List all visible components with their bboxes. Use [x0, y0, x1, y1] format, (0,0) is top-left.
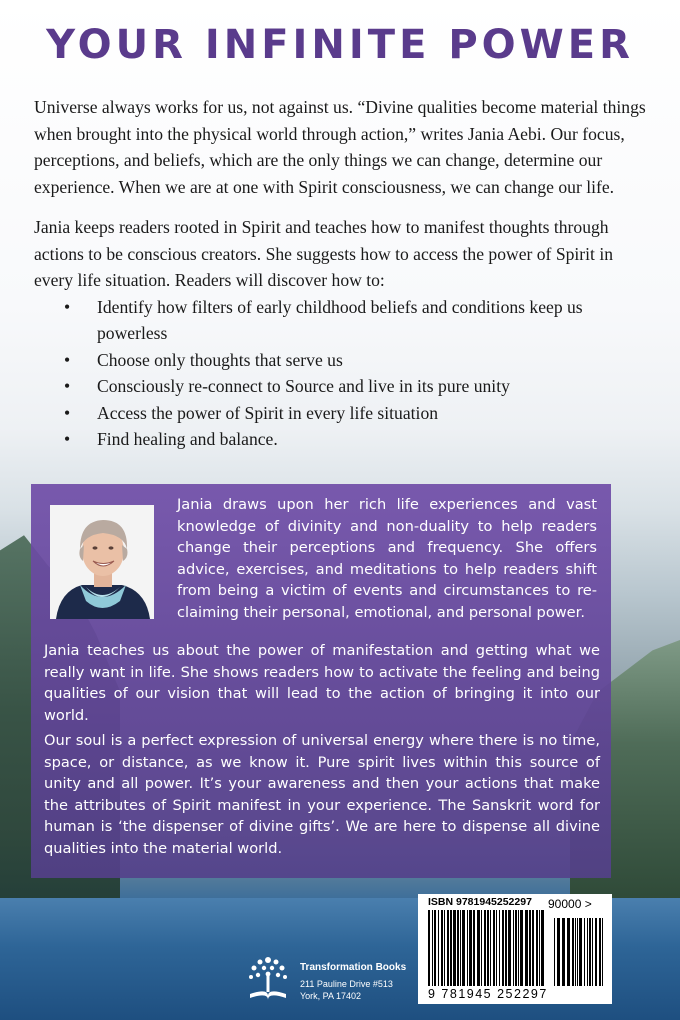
publisher-block — [242, 950, 412, 1010]
barcode-bars — [426, 910, 606, 986]
bullet-glyph: • — [64, 349, 71, 370]
publisher-address-line-1: 211 Pauline Drive #513 — [300, 979, 393, 989]
publisher-address — [300, 978, 393, 1002]
barcode-digits: 9 781945 252297 — [428, 987, 548, 1001]
author-box-paragraph-2: Jania teaches us about the power of manifestation and getting what we really want in life. She shows readers how to activate the feeling and being qualities of our vision that will lead to the action of bringing it into our world. — [44, 642, 600, 724]
intro-paragraph-2: Jania keeps readers rooted in Spirit and teaches how to manifest thoughts through actions to be conscious creators. She suggests how to access the power of Spirit in every life situation. Readers will discover how to: — [34, 217, 614, 290]
intro-section — [34, 94, 650, 453]
intro-paragraph-1: Universe always works for us, not against us. “Divine qualities become material things when brought into the physical world through action,” writes Jania Aebi. Our focus, perceptions, and beliefs, which are the only things we can change, determine our experience. When we are at one with Spirit consciousness, we can change our life. — [34, 97, 646, 197]
bullet-glyph: • — [64, 402, 71, 423]
author-photo — [50, 505, 154, 619]
author-bio: Jania draws upon her rich life experiences and vast knowledge of divinity and non-duality to help readers change their perceptions and frequency. She offers advice, exercises, and meditations to help readers shift from being a victim of events and circumstances to re-claiming their personal, emotional, and personal power. — [177, 496, 597, 621]
bullet-glyph: • — [64, 429, 71, 449]
benefits-list — [34, 294, 650, 453]
book-title: YOUR INFINITE POWER — [46, 22, 634, 68]
price-code: 90000 > — [548, 897, 592, 911]
author-info-box — [31, 484, 611, 878]
list-item: • Consciously re-connect to Source and live in its pure unity — [34, 373, 650, 400]
list-item: • Find healing and balance. — [34, 426, 650, 453]
publisher-name: Transformation Books — [300, 962, 407, 973]
list-item: • Access the power of Spirit in every life situation — [34, 400, 650, 427]
author-box-paragraph-3: Our soul is a perfect expression of universal energy where there is no time, space, or distance, as we know it. Pure spirit lives within this source of unity and all power. It’s your awareness and then your actions that make the attributes of Spirit manifest in your experience. The Sanskrit word for human is ‘the dispenser of divine gifts’. We are here to dispense all divine qualities into the material world. — [44, 732, 600, 857]
bullet-glyph: • — [64, 376, 71, 396]
list-item: • Identify how filters of early childhood beliefs and conditions keep us powerless — [34, 294, 650, 347]
isbn-barcode — [418, 894, 612, 1004]
isbn-label: ISBN 9781945252297 — [428, 896, 532, 908]
publisher-address-line-2: York, PA 17402 — [300, 991, 362, 1001]
bullet-glyph: • — [64, 296, 71, 317]
publisher-tree-logo-icon — [242, 950, 294, 1006]
author-portrait-icon — [50, 505, 154, 619]
list-item: • Choose only thoughts that serve us — [34, 347, 650, 374]
